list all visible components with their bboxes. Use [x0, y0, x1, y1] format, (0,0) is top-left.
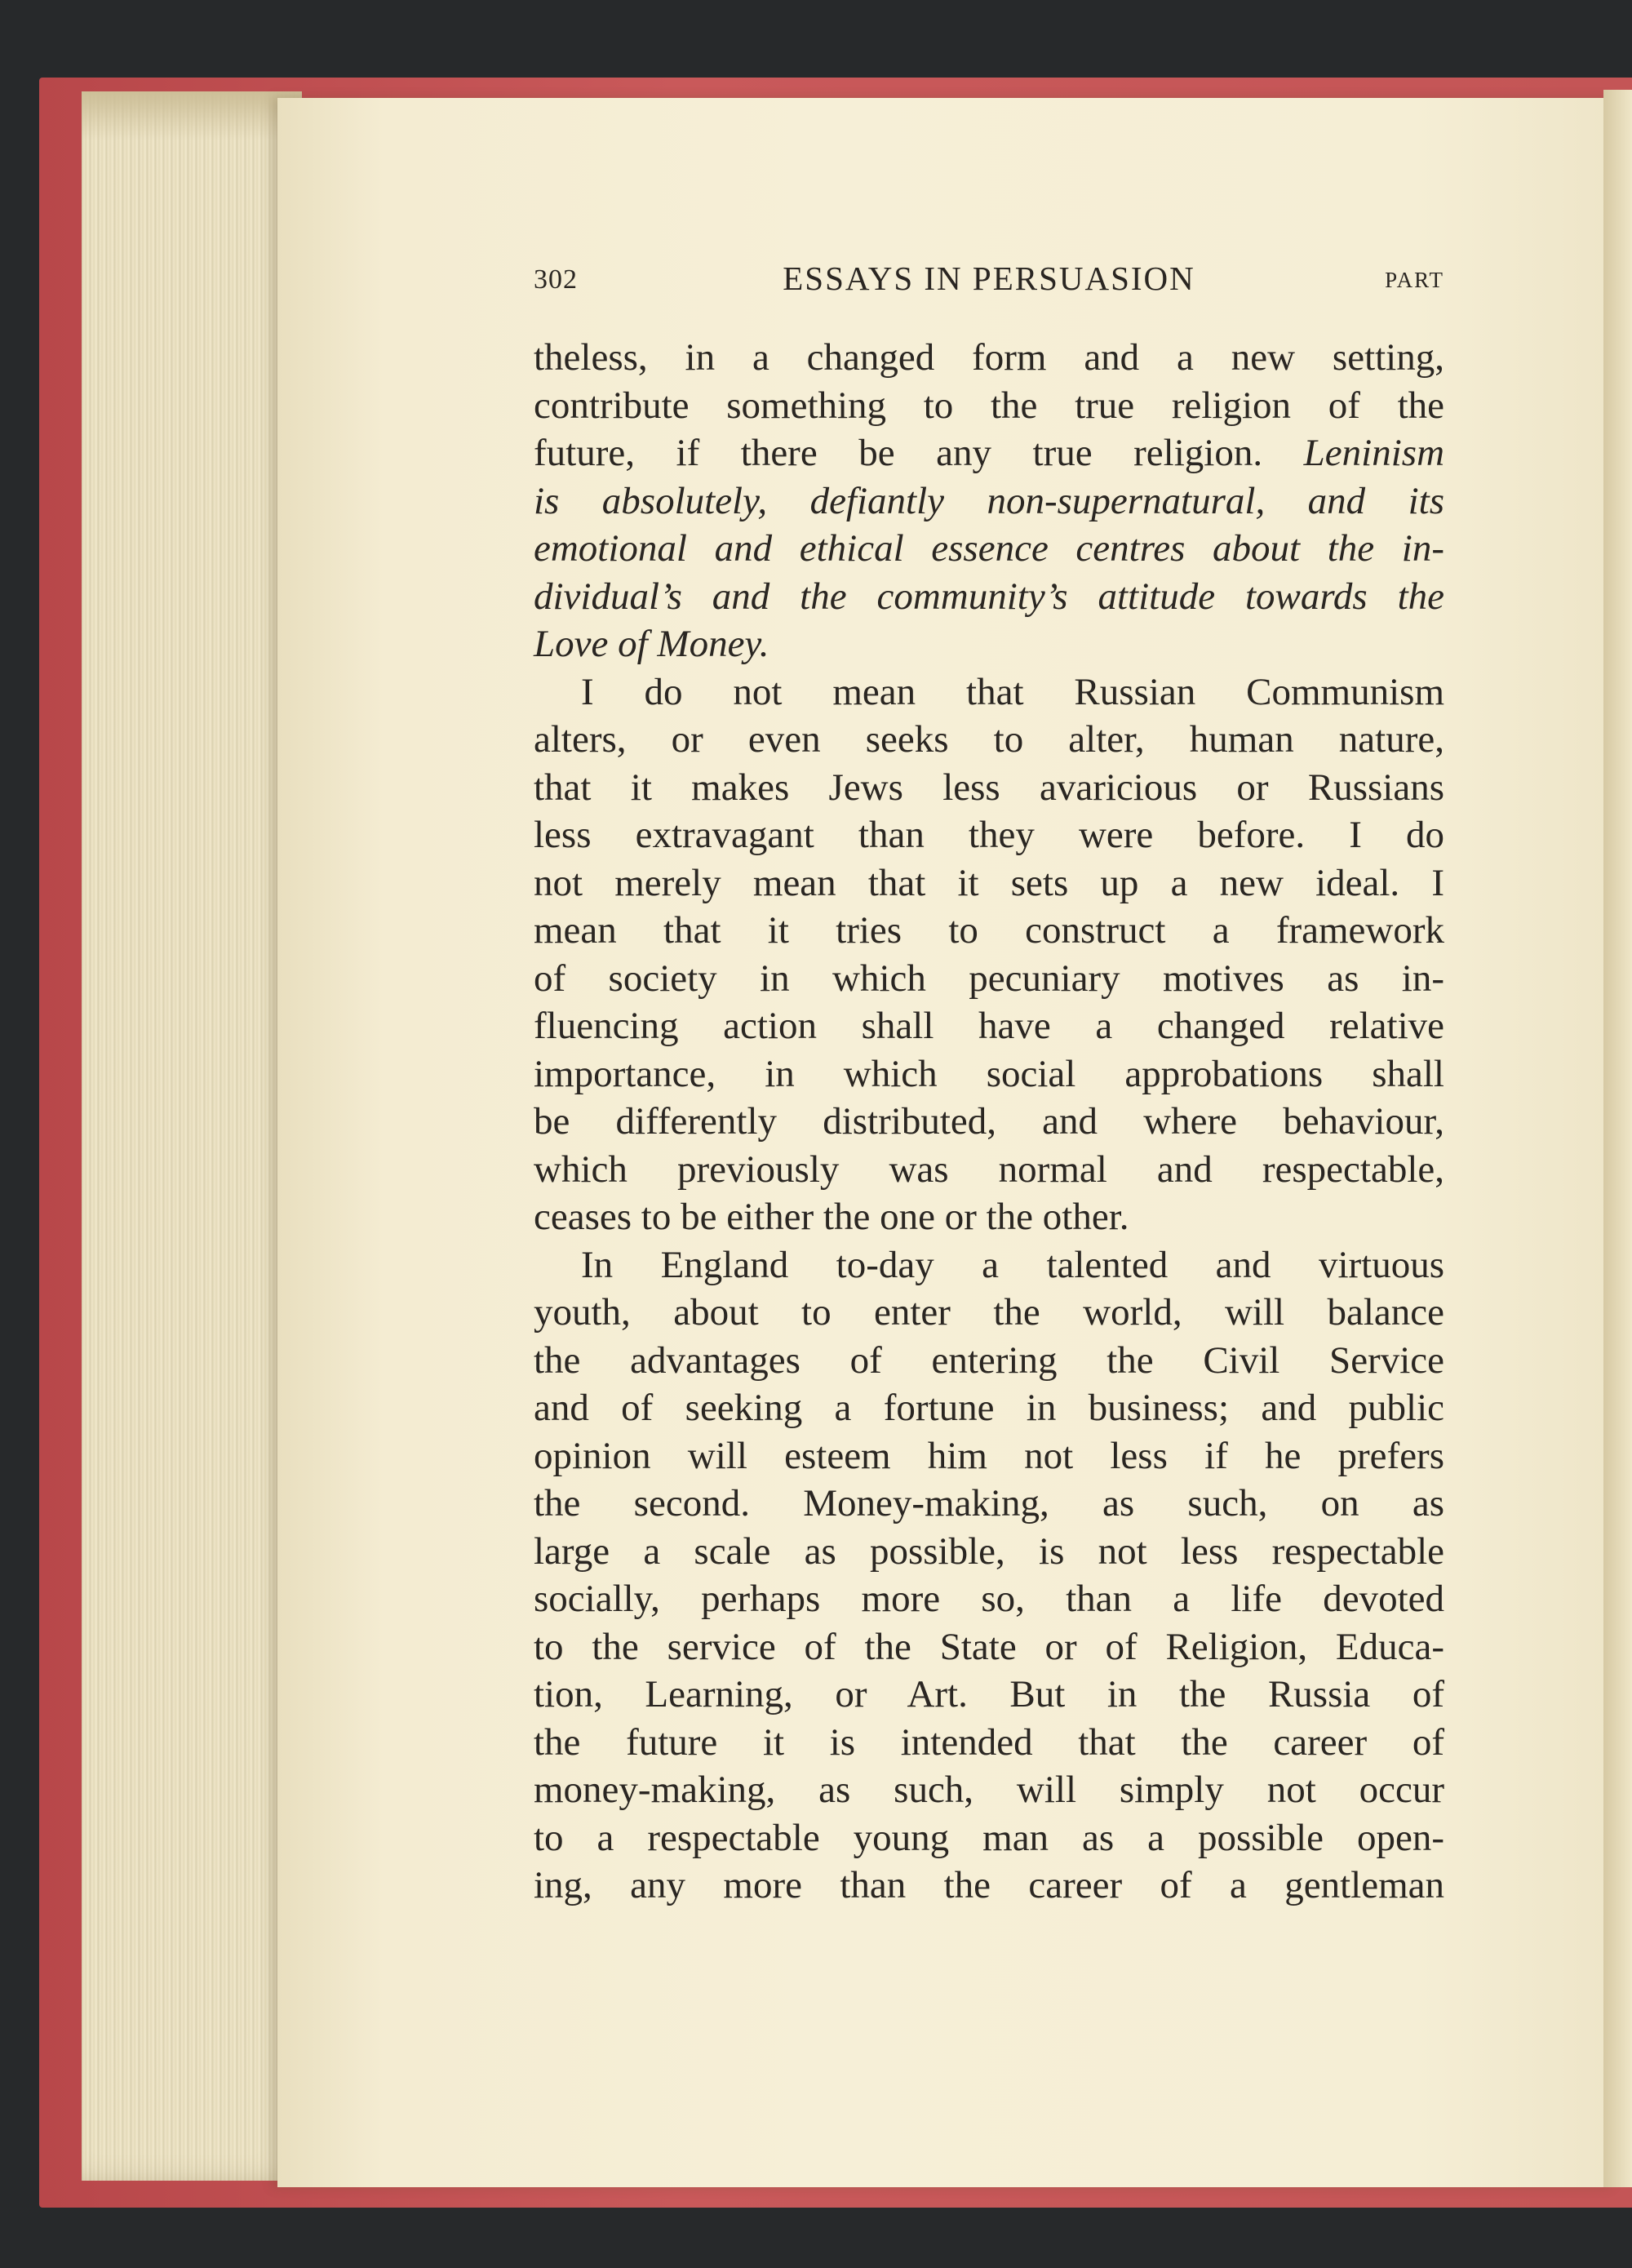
text-line: contribute something to the true religion of the: [534, 384, 1444, 427]
text-line: of society in which pecuniary motives as in-: [534, 956, 1444, 1000]
paragraph-start-line: In England to-day a talented and virtuous: [581, 1243, 1444, 1286]
text-line: not merely mean that it sets up a new ideal. I: [534, 861, 1444, 904]
book-title: ESSAYS IN PERSUASION: [783, 260, 1195, 297]
text-span: future, if there be any true religion.: [534, 432, 1263, 474]
text-line: money-making, as such, will simply not occur: [534, 1769, 1444, 1811]
text-line-mixed: [534, 429, 1444, 477]
text-line: the second. Money-making, as such, on as: [534, 1482, 1444, 1525]
text-line: mean that it tries to construct a framework: [534, 909, 1444, 952]
text-line-italic: emotional and ethical essence centres about the in-: [534, 527, 1444, 570]
text-line-italic: Love of Money.: [534, 623, 769, 665]
text-line: to the service of the State or of Religion, Educa-: [534, 1625, 1444, 1668]
text-line: which previously was normal and respectable,: [534, 1147, 1444, 1191]
text-line: large a scale as possible, is not less respectable: [534, 1529, 1444, 1573]
text-line: youth, about to enter the world, will balance: [534, 1291, 1444, 1334]
text-line: tion, Learning, or Art. But in the Russia of: [534, 1673, 1444, 1715]
text-line: that it makes Jews less avaricious or Russians: [534, 766, 1444, 809]
text-line-italic: is absolutely, defiantly non-supernatural, and its: [534, 479, 1444, 522]
page-number: 302: [534, 264, 578, 295]
text-line: socially, perhaps more so, than a life devoted: [534, 1578, 1444, 1620]
text-line: the advantages of entering the Civil Service: [534, 1338, 1444, 1382]
page-edges: [82, 91, 302, 2181]
paragraph-start-line: I do not mean that Russian Communism: [581, 670, 1444, 713]
text-line: theless, in a changed form and a new setting,: [534, 336, 1444, 379]
text-line-italic: dividual’s and the community’s attitude towards the: [534, 575, 1444, 618]
page-text-block: [534, 245, 1444, 1910]
facing-page-edge: [1603, 90, 1632, 2187]
italic-span: Leninism: [1303, 432, 1445, 474]
text-line: opinion will esteem him not less if he prefers: [534, 1434, 1444, 1477]
text-line: to a respectable young man as a possible open-: [534, 1816, 1444, 1859]
text-line: importance, in which social approbations shall: [534, 1052, 1444, 1095]
text-line: and of seeking a fortune in business; and public: [534, 1387, 1444, 1429]
text-line: fluencing action shall have a changed relative: [534, 1005, 1444, 1047]
text-line: the future it is intended that the career of: [534, 1720, 1444, 1764]
text-line: ceases to be either the one or the other.: [534, 1196, 1129, 1238]
running-head: [534, 245, 1444, 297]
body-text: [534, 334, 1444, 1910]
text-line: be differently distributed, and where behaviour,: [534, 1100, 1444, 1143]
part-label: PART: [1385, 268, 1444, 292]
text-line: less extravagant than they were before. I do: [534, 814, 1444, 856]
text-line: ing, any more than the career of a gentleman: [534, 1864, 1444, 1906]
text-line: alters, or even seeks to alter, human nature,: [534, 718, 1444, 761]
